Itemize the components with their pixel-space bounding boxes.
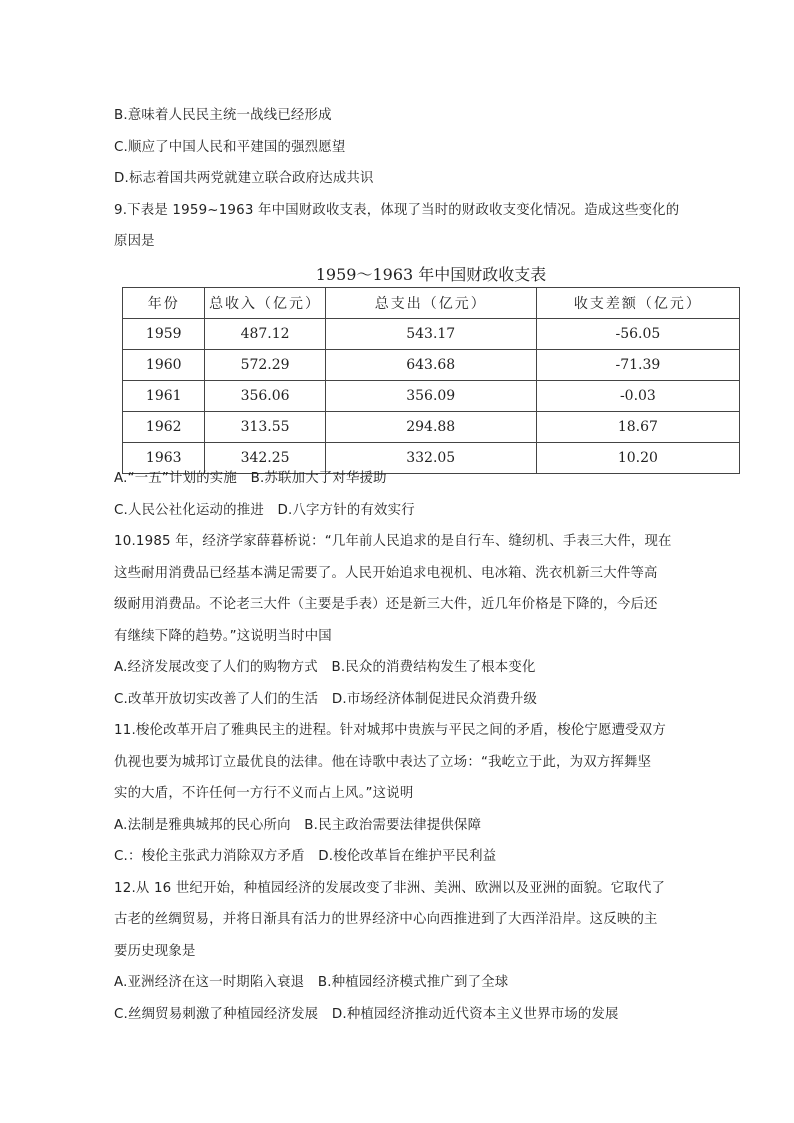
- question-12-stem-cont: 要历史现象是: [114, 944, 196, 959]
- option-8d: D.标志着国共两党就建立联合政府达成共识: [114, 171, 374, 186]
- cell-year: 1962: [123, 412, 205, 443]
- cell-expenditure: 356.09: [325, 381, 536, 412]
- cell-balance: -71.39: [536, 350, 739, 381]
- options-12-cd: C.丝绸贸易刺激了种植园经济发展 D.种植园经济推动近代资本主义世界市场的发展: [114, 1007, 619, 1022]
- table-row: [123, 350, 740, 381]
- cell-expenditure: 332.05: [325, 443, 536, 474]
- table-row: [123, 412, 740, 443]
- question-12-stem-cont: 古老的丝绸贸易，并将日渐具有活力的世界经济中心向西推进到了大西洋沿岸。这反映的主: [114, 912, 658, 927]
- header-expenditure: 总支出（亿元）: [325, 288, 536, 319]
- options-11-ab: A.法制是雅典城邦的民心所向 B.民主政治需要法律提供保障: [114, 818, 482, 833]
- option-8b: B.意味着人民民主统一战线已经形成: [114, 108, 332, 123]
- cell-revenue: 313.55: [205, 412, 325, 443]
- cell-revenue: 572.29: [205, 350, 325, 381]
- question-11-stem: 11.梭伦改革开启了雅典民主的进程。针对城邦中贵族与平民之间的矛盾，梭伦宁愿遭受双方: [114, 723, 666, 738]
- cell-expenditure: 643.68: [325, 350, 536, 381]
- question-10-stem: 10.1985 年，经济学家薛暮桥说：“几年前人民追求的是自行车、缝纫机、手表三大件，现在: [114, 534, 672, 549]
- options-9-cd: C.人民公社化运动的推进 D.八字方针的有效实行: [114, 503, 415, 518]
- cell-revenue: 356.06: [205, 381, 325, 412]
- cell-year: 1963: [123, 443, 205, 474]
- question-9-stem-cont: 原因是: [114, 234, 155, 249]
- header-year: 年份: [123, 288, 205, 319]
- options-9-ab: A.“一五”计划的实施 B.苏联加大了对华援助: [114, 471, 387, 486]
- question-12-stem: 12.从 16 世纪开始，种植园经济的发展改变了非洲、美洲、欧洲以及亚洲的面貌。它取代了: [114, 881, 666, 896]
- cell-balance: -56.05: [536, 319, 739, 350]
- question-10-stem-cont: 级耐用消费品。不论老三大件（主要是手表）还是新三大件，近几年价格是下降的，今后还: [114, 597, 658, 612]
- table-header-row: [123, 288, 740, 319]
- question-11-stem-cont: 实的大盾，不许任何一方行不义而占上风。”这说明: [114, 786, 414, 801]
- cell-expenditure: 543.17: [325, 319, 536, 350]
- cell-balance: 10.20: [536, 443, 739, 474]
- option-8c: C.顺应了中国人民和平建国的强烈愿望: [114, 140, 346, 155]
- header-balance: 收支差额（亿元）: [536, 288, 739, 319]
- table-row: [123, 381, 740, 412]
- cell-year: 1959: [123, 319, 205, 350]
- options-12-ab: A.亚洲经济在这一时期陷入衰退 B.种植园经济模式推广到了全球: [114, 975, 509, 990]
- options-11-cd: C.：梭伦主张武力消除双方矛盾 D.梭伦改革旨在维护平民利益: [114, 849, 497, 864]
- options-10-ab: A.经济发展改变了人们的购物方式 B.民众的消费结构发生了根本变化: [114, 660, 536, 675]
- options-10-cd: C.改革开放切实改善了人们的生活 D.市场经济体制促进民众消费升级: [114, 692, 538, 707]
- table-title: 1959～1963 年中国财政收支表: [315, 265, 547, 284]
- finance-table: [122, 287, 740, 474]
- cell-expenditure: 294.88: [325, 412, 536, 443]
- question-10-stem-cont: 有继续下降的趋势。”这说明当时中国: [114, 629, 332, 644]
- cell-balance: -0.03: [536, 381, 739, 412]
- question-9-stem: 9.下表是 1959~1963 年中国财政收支表，体现了当时的财政收支变化情况。造成这些变化的: [114, 203, 680, 218]
- header-revenue: 总收入（亿元）: [205, 288, 325, 319]
- cell-year: 1961: [123, 381, 205, 412]
- cell-balance: 18.67: [536, 412, 739, 443]
- cell-revenue: 487.12: [205, 319, 325, 350]
- table-row: [123, 319, 740, 350]
- question-11-stem-cont: 仇视也要为城邦订立最优良的法律。他在诗歌中表达了立场：“我屹立于此，为双方挥舞坚: [114, 755, 652, 770]
- cell-revenue: 342.25: [205, 443, 325, 474]
- cell-year: 1960: [123, 350, 205, 381]
- question-10-stem-cont: 这些耐用消费品已经基本满足需要了。人民开始追求电视机、电冰箱、洗衣机新三大件等高: [114, 566, 658, 581]
